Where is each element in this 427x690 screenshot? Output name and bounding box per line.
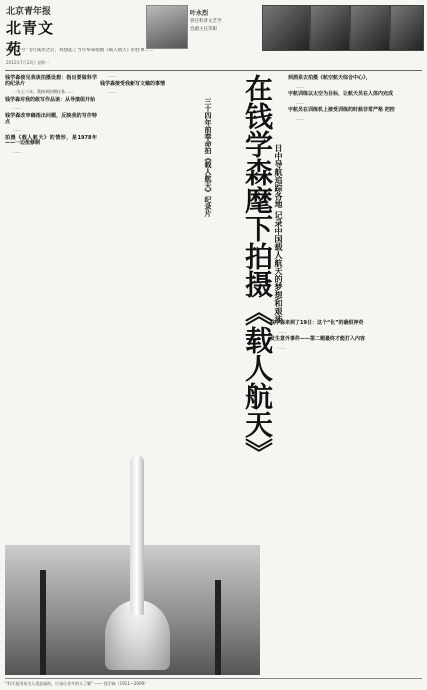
section-heading-2: 钱学森对我的敢写作品谈：从导演组开始: [5, 96, 96, 103]
photo-astronaut-1: [310, 5, 350, 51]
byline: [190, 8, 240, 33]
section-heading-9: 钱学森来到了19日：这个“化”的确很神奇: [270, 320, 364, 326]
section-title: 北青文苑: [6, 19, 55, 58]
section-heading-7: 宇航训练以太空为目标，让航天员在人体内完成: [288, 91, 394, 98]
photo-scientist: [262, 5, 310, 51]
section-heading-5: 拍摄《载人航天》的情形，是1978年——一边抢修制: [5, 134, 97, 147]
top-rule: [5, 70, 422, 71]
launch-tower-left: [40, 570, 46, 675]
section-heading-3: 钱学森改审稿指出问题，反映我的写作特点: [5, 112, 97, 125]
footer-note: “科学是用来为人类造福的，应该让更多的人了解” —— 钱学森（1911—2009）: [5, 678, 422, 687]
column-1: 钱学森接见我谈拍摄设想：指出要做科学的纪录片 一九七八年，我接到拍摄任务…… 钱学森对我的敢写作品谈：从导演组开始 …… 钱学森改审稿指出问题，反映我的写作特点 …… 拍摄《载人航天》的情形，是1978年——一边抢修制 ……: [5, 75, 97, 154]
column-4: 钱学森来到了19日：这个“化”的确很神奇 …… 发生意外事件——第二题最终才能打入内容 ……: [270, 318, 422, 673]
headline: 在钱学森麾下拍摄《载人航天》: [241, 74, 274, 466]
column-2: …… 钱学森接受我新写文稿的事情 ……: [100, 73, 195, 543]
author-role-2: 会副主任等职: [190, 27, 217, 32]
rocket: [130, 455, 144, 615]
subtitle: 日中导航追踪各地 记录中国载人航天的梦想和艰涉: [274, 144, 283, 323]
column-3: 到酒泉去拍摄《航空航天综合中心》， …… 宇航训练以太空为目标，让航天员在人体内完成 …… 宇航员在训练机上接受训练的时候非常严格 把控 ……: [288, 73, 422, 313]
photo-astronaut-2: [350, 5, 390, 51]
section-heading-8: 宇航员在训练机上接受训练的时候非常严格 把控: [288, 107, 395, 114]
section-heading-4: 钱学森接受我新写文稿的事情: [100, 80, 166, 87]
issue-date: 2012年7月23日 星期一: [6, 60, 50, 65]
author-portrait: [146, 5, 188, 49]
deck-line: 三十四年前奉命拍《载人航天》纪录片: [204, 98, 212, 217]
author-name: 叶永烈: [190, 10, 209, 17]
section-heading-1: 钱学森接见我谈拍摄设想：指出要做科学的纪录片: [5, 75, 97, 87]
section-heading-6: 到酒泉去拍摄《航空航天综合中心》，: [288, 75, 371, 81]
author-role-1: 曾任科普文艺学: [190, 19, 222, 24]
photo-astronaut-3: [390, 5, 424, 51]
lead-paragraph: “神舟十号”飞行成功之后，我想起了当年奉命拍摄《载人航天》的往事……: [5, 48, 154, 53]
launch-tower-right: [215, 580, 221, 675]
section-heading-10: 发生意外事件——第二题最终才能打入内容: [270, 336, 366, 343]
paper-name: 北京青年报: [6, 7, 52, 17]
